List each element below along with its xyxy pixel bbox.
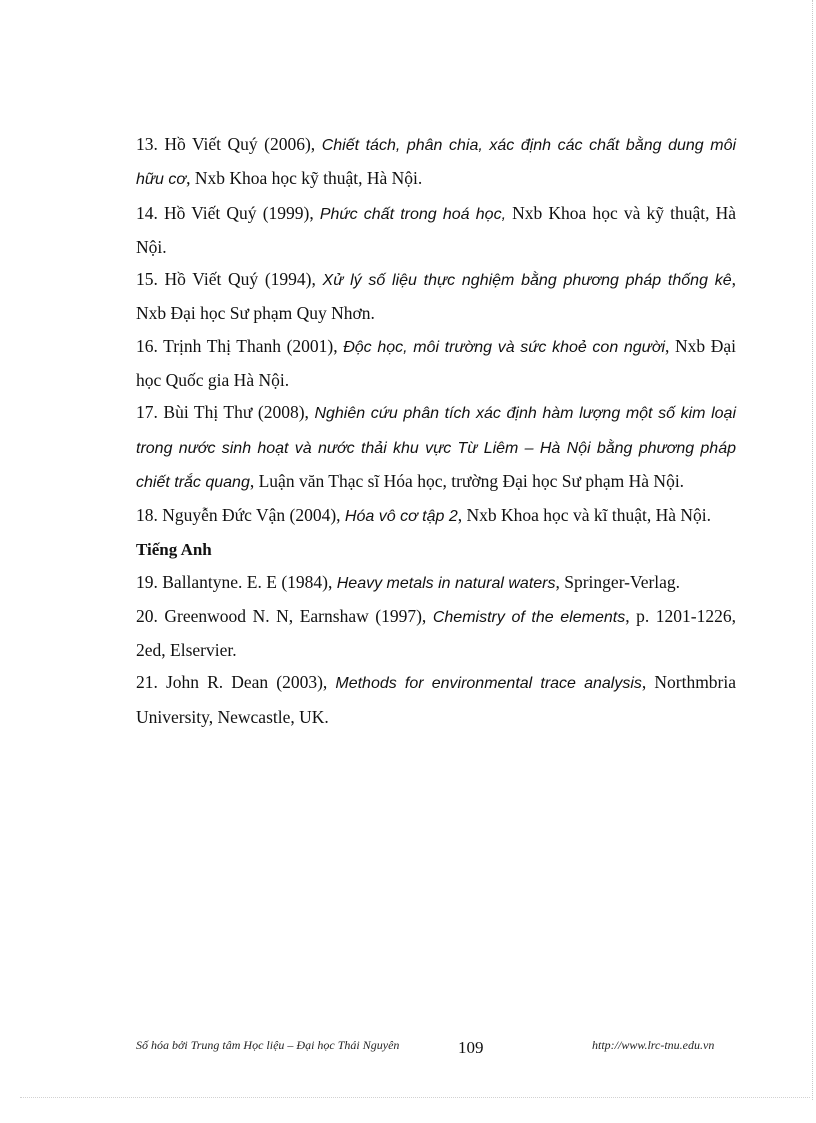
reference-number: 20. [136, 605, 158, 626]
reference-item-15 [136, 263, 736, 330]
reference-number: 15. [136, 269, 158, 290]
reference-publisher: , Luận văn Thạc sĩ Hóa học, trường Đại học Sư phạm Hà Nội. [249, 470, 685, 491]
reference-title: Hóa vô cơ tập 2 [344, 508, 458, 526]
reference-number: 17. [136, 402, 158, 423]
reference-number: 13. [136, 134, 158, 154]
reference-number: 21. [136, 672, 158, 693]
reference-author: Hồ Viết Quý (1994), [164, 269, 316, 290]
reference-title: Nghiên cứu phân tích xác định hàm lượng một số kim loại trong nước sinh hoạt và nước thải khu vực Từ Liêm – Hà Nội bằng phương pháp chiết trắc quang [136, 405, 736, 491]
reference-author: Nguyễn Đức Vận (2004), [162, 505, 341, 526]
reference-number: 18. [136, 505, 158, 526]
reference-title: Methods for environmental trace analysis [335, 675, 642, 693]
reference-title: Phức chất trong hoá học, [319, 205, 507, 223]
reference-author: John R. Dean (2003), [165, 672, 328, 693]
reference-title: Heavy metals in natural waters [336, 574, 556, 592]
reference-title: Chemistry of the elements [432, 608, 626, 626]
reference-title: Độc học, môi trường và sức khoẻ con người [343, 338, 666, 356]
reference-publisher: Nxb Khoa học và kỹ thuật, Hà Nội. [136, 202, 737, 257]
reference-author: Greenwood N. N, Earnshaw (1997), [164, 605, 427, 626]
reference-publisher: , Nxb Khoa học và kĩ thuật, Hà Nội. [457, 505, 711, 526]
reference-number: 19. [136, 571, 158, 592]
reference-author: Bùi Thị Thư (2008), [163, 402, 309, 423]
reference-publisher: , Nxb Đại học Sư phạm Quy Nhơn. [136, 269, 736, 324]
reference-number: 16. [136, 335, 158, 356]
section-heading-english: Tiếng Anh [136, 539, 212, 559]
reference-publisher: , Nxb Khoa học kỹ thuật, Hà Nội. [186, 168, 423, 189]
reference-item-18 [136, 499, 736, 533]
reference-item-13 [136, 128, 736, 197]
reference-item-21 [136, 666, 736, 733]
reference-item-19 [136, 566, 736, 600]
reference-author: Trịnh Thị Thanh (2001), [163, 335, 338, 356]
reference-publisher: , Nxb Đại học Quốc gia Hà Nội. [136, 335, 737, 391]
footer-source-text: Số hóa bởi Trung tâm Học liệu – Đại học Thái Nguyên [136, 1038, 400, 1052]
reference-author: Hồ Viết Quý (2006), [164, 134, 316, 154]
reference-number: 14. [136, 202, 158, 223]
reference-title: Xử lý số liệu thực nghiệm bằng phương pháp thống kê [322, 272, 732, 290]
page-right-border [812, 0, 813, 1100]
reference-author: Hồ Viết Quý (1999), [164, 202, 314, 223]
page-bottom-border [20, 1097, 810, 1098]
reference-item-16 [136, 330, 736, 397]
reference-item-20 [136, 600, 736, 667]
footer-url-link[interactable]: http://www.lrc-tnu.edu.vn [592, 1038, 715, 1052]
reference-author: Ballantyne. E. E (1984), [162, 571, 333, 592]
reference-publisher: , Northmbria University, Newcastle, UK. [136, 672, 737, 727]
page-number: 109 [458, 1038, 484, 1057]
reference-item-14 [136, 197, 736, 264]
reference-title: Chiết tách, phân chia, xác định các chất bằng dung môi hữu cơ [136, 137, 737, 189]
reference-publisher: , Springer-Verlag. [555, 571, 681, 592]
reference-publisher: , p. 1201-1226, 2ed, Elservier. [136, 605, 736, 661]
reference-list [136, 128, 736, 733]
reference-item-17 [136, 396, 736, 499]
